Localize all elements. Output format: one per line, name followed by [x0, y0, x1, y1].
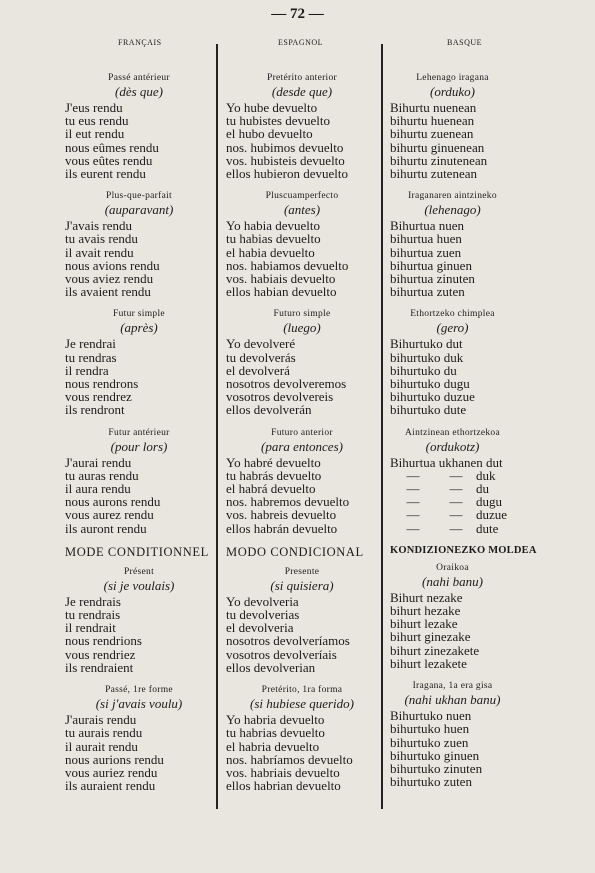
fr-passe-anterieur [65, 72, 213, 180]
conjugation-line: tu auras rendu [65, 467, 139, 483]
conjugation-line: il aurait rendu [65, 738, 138, 754]
conjugation-line: bihurtua ginuen [390, 257, 472, 273]
eu-ethortzeko-chimplea [390, 308, 515, 416]
fr-futur-simple [65, 308, 213, 416]
conjugation-line: bihurtu huenean [390, 113, 475, 129]
eu-oraikoa [390, 562, 515, 670]
section-subtitle: (si j'avais voulu) [95, 696, 183, 712]
es-condicional-preterito [226, 684, 378, 792]
section-title: Iragana, 1a era gisa [412, 681, 493, 692]
conjugation-line: vos. habiais devuelto [226, 271, 336, 287]
conjugation-line: bihurtua zinuten [390, 271, 475, 287]
mode-heading: MODE CONDITIONNEL [65, 544, 209, 559]
section-subtitle: (antes) [283, 202, 321, 218]
section-subtitle: (nahi ukhan banu) [404, 692, 501, 708]
conjugation-line: tu devolverias [226, 607, 300, 623]
conjugation-line: Bihurt nezake [390, 589, 463, 605]
page-number: — 72 — [271, 6, 324, 22]
column-rule-2 [381, 44, 383, 809]
ditto-dash: — [406, 507, 420, 523]
conjugation-line: Yo devolveria [226, 593, 299, 609]
section-subtitle: (auparavant) [104, 202, 174, 218]
conjugation-line: Bihurtuko dut [390, 336, 463, 352]
conjugation-line: tu devolverás [226, 349, 296, 365]
ditto-dash: — [406, 481, 420, 497]
fr-plus-que-parfait [65, 190, 213, 298]
ditto-dash: — [449, 481, 463, 497]
ditto-dash: — [449, 507, 463, 523]
conjugation-line: nos. hubimos devuelto [226, 139, 344, 155]
conjugation-line: bihurtuko duk [390, 349, 464, 365]
eu-lehenago-iragana [390, 72, 515, 180]
conjugation-line: nosotros devolveremos [226, 376, 347, 392]
section-title: Présent [123, 566, 155, 577]
section-title: Oraikoa [436, 562, 469, 573]
ditto-row [390, 522, 515, 535]
conjugation-line: bihurt lezakete [390, 655, 467, 671]
conjugation-line: ellos habrán devuelto [226, 520, 338, 536]
conjugation-line: tu rendras [65, 349, 117, 365]
ditto-dash: — [406, 494, 420, 510]
section-subtitle: (luego) [283, 320, 321, 336]
conjugation-line: tu habias devuelto [226, 231, 321, 247]
verb-ending: du [476, 481, 489, 497]
section-title: Iraganaren aintzineko [408, 191, 497, 202]
conjugation-line: tu hubistes devuelto [226, 113, 330, 129]
section-title: Lehenago iragana [416, 73, 489, 83]
conjugation-line: vosotros devolveríais [226, 646, 337, 662]
conjugation-line: Yo hube devuelto [226, 100, 318, 115]
conjugation-line: bihurtua zuten [390, 284, 465, 300]
conjugation-line: Bihurtua nuen [390, 218, 465, 234]
conjugation-line: bihurtu ginuenean [390, 139, 485, 155]
conjugation-line: bihurtu zinutenean [390, 152, 488, 168]
ditto-dash: — [406, 467, 420, 483]
conjugation-line: vous eûtes rendu [65, 152, 153, 168]
conjugation-line: ils rendraient [65, 659, 134, 675]
conjugation-line: J'aurai rendu [65, 454, 132, 470]
conjugation-line: bihurtuko du [390, 362, 457, 378]
fr-conditionnel-present [65, 566, 213, 674]
conjugation-line: ellos devolverán [226, 402, 312, 418]
es-futuro-simple [226, 308, 378, 416]
section-subtitle: (si hubiese querido) [250, 696, 354, 712]
conjugation-line: Yo habia devuelto [226, 218, 321, 234]
conjugation-line: nous rendrons [65, 376, 139, 392]
fr-futur-anterieur [65, 427, 213, 535]
conjugation-line: Je rendrai [65, 336, 116, 352]
conjugation-line: vos. habreis devuelto [226, 507, 337, 523]
conjugation-line: Yo habria devuelto [226, 712, 325, 728]
conjugation-line: nous avions rendu [65, 257, 160, 273]
section-title: Plus-que-parfait [105, 191, 172, 202]
eu-aintzinean-ethortzekoa [390, 427, 515, 535]
ditto-dash: — [449, 520, 463, 536]
conjugation-line: il eut rendu [65, 126, 125, 142]
conjugation-line: nos. habríamos devuelto [226, 751, 353, 767]
section-subtitle: (ordukotz) [425, 438, 480, 454]
section-title: Passé, 1re forme [105, 685, 173, 696]
verb-ending: duk [476, 467, 496, 483]
section-title: Aintzinean ethortzekoa [405, 427, 500, 438]
conjugation-line: bihurtuko duzue [390, 389, 475, 405]
basque-column [390, 72, 537, 798]
conjugation-line: vosotros devolvereis [226, 389, 334, 405]
conjugation-line: bihurt ginezake [390, 629, 471, 645]
conjugation-line: bihurtuko ginuen [390, 747, 480, 763]
conjugation-line: el habia devuelto [226, 244, 315, 260]
conjugation-line: il avait rendu [65, 244, 134, 260]
section-subtitle: (nahi banu) [421, 573, 484, 589]
ditto-dash: — [449, 494, 463, 510]
conjugation-line: nosotros devolveríamos [226, 633, 350, 649]
fr-conditionnel-passe [65, 684, 213, 792]
conjugation-line: vos. habriais devuelto [226, 764, 340, 780]
section-subtitle: (desde que) [271, 84, 333, 99]
conjugation-line: el habrá devuelto [226, 481, 316, 497]
conjugation-line: bihurtuko zinuten [390, 760, 483, 776]
header-basque: BASQUE [447, 38, 483, 47]
conjugation-line: tu aurais rendu [65, 725, 143, 741]
conjugation-line: bihurtua zuen [390, 244, 462, 260]
conjugation-line: bihurtu zuenean [390, 126, 474, 142]
conjugation-line: bihurt lezake [390, 616, 458, 632]
conjugation-line: ellos devolverian [226, 659, 316, 675]
es-preterito-anterior [226, 72, 378, 180]
ditto-row [390, 508, 515, 521]
spanish-column [226, 72, 378, 802]
conjugation-line: Yo habré devuelto [226, 454, 321, 470]
conjugation-line: vous aviez rendu [65, 271, 154, 287]
conjugation-line: nous eûmes rendu [65, 139, 159, 155]
section-title: Futuro anterior [271, 427, 333, 438]
conjugation-line: ils rendront [65, 402, 125, 418]
conjugation-line: il aura rendu [65, 481, 131, 497]
conjugation-line: Je rendrais [65, 593, 121, 609]
conjugation-line: il rendra [65, 362, 109, 378]
conjugation-line: bihurtuko dute [390, 402, 467, 418]
conjugation-line: vous auriez rendu [65, 764, 158, 780]
conjugation-line: ellos habrian devuelto [226, 778, 341, 794]
mode-heading: KONDIZIONEZKO MOLDEA [390, 544, 537, 556]
header-french: FRANÇAIS [118, 38, 162, 47]
conjugation-line: nos. habiamos devuelto [226, 257, 349, 273]
conjugation-line: ils eurent rendu [65, 166, 146, 182]
conjugation-line: el habria devuelto [226, 738, 320, 754]
ditto-dash: — [449, 467, 463, 483]
conjugation-line: Bihurtuko nuen [390, 708, 472, 724]
conjugation-line: bihurtua huen [390, 231, 462, 247]
conjugation-line: tu rendrais [65, 607, 121, 623]
es-condicional-presente [226, 566, 378, 674]
french-column [65, 72, 213, 802]
section-subtitle: (orduko) [429, 84, 475, 99]
ditto-dash: — [406, 520, 420, 536]
verb-ending: dugu [476, 494, 502, 510]
conjugation-line: ellos habian devuelto [226, 284, 337, 300]
column-rule-1 [216, 44, 218, 809]
header-spanish: ESPAGNOL [278, 38, 324, 47]
section-subtitle: (lehenago) [424, 202, 481, 218]
section-subtitle: (dès que) [114, 84, 163, 99]
conjugation-line: tu habrás devuelto [226, 467, 322, 483]
conjugation-line: el devolveria [226, 620, 294, 636]
mode-heading: MODO CONDICIONAL [226, 544, 364, 559]
conjugation-line: ellos hubieron devuelto [226, 166, 349, 182]
eu-iragana-1-era [390, 680, 515, 788]
conjugation-line: il rendrait [65, 620, 116, 636]
conjugation-line: tu avais rendu [65, 231, 138, 247]
conjugation-line: J'eus rendu [65, 100, 123, 115]
conjugation-line: Bihurtua ukhanen dut [390, 454, 503, 470]
conjugation-line: bihurtuko dugu [390, 376, 470, 392]
section-subtitle: (si quisiera) [270, 577, 334, 593]
conjugation-line: nous rendrions [65, 633, 142, 649]
conjugation-line: nous aurions rendu [65, 751, 164, 767]
section-title: Passé antérieur [108, 73, 170, 83]
conjugation-line: vos. hubisteis devuelto [226, 152, 345, 168]
section-title: Ethortzeko chimplea [410, 309, 495, 320]
verb-ending: dute [476, 520, 499, 536]
conjugation-line: Yo devolveré [226, 336, 296, 352]
section-subtitle: (gero) [436, 320, 469, 336]
section-title: Futur antérieur [108, 427, 170, 438]
conjugation-line: Bihurtu nuenean [390, 100, 477, 115]
section-title: Futur simple [113, 309, 165, 320]
conjugation-line: el hubo devuelto [226, 126, 313, 142]
conjugation-line: bihurt zinezakete [390, 642, 480, 658]
conjugation-line: bihurt hezake [390, 603, 461, 619]
section-title: Pretérito anterior [266, 73, 338, 83]
conjugation-line: J'avais rendu [65, 218, 132, 234]
section-title: Pretérito, 1ra forma [261, 685, 343, 696]
conjugation-line: bihurtuko zuen [390, 734, 469, 750]
section-title: Futuro simple [273, 309, 331, 320]
conjugation-line: tu habrias devuelto [226, 725, 325, 741]
conjugation-line: tu eus rendu [65, 113, 129, 129]
conjugation-line: vous rendriez [65, 646, 136, 662]
es-pluscuamperfecto [226, 190, 378, 298]
conjugation-line: bihurtuko huen [390, 721, 470, 737]
section-subtitle: (si je voulais) [103, 577, 175, 593]
section-subtitle: (après) [120, 320, 158, 336]
conjugation-line: bihurtu zutenean [390, 166, 477, 182]
section-subtitle: (pour lors) [110, 438, 168, 454]
conjugation-line: bihurtuko zuten [390, 774, 472, 790]
conjugation-line: nous aurons rendu [65, 494, 161, 510]
conjugation-line: el devolverá [226, 362, 290, 378]
section-title: Pluscuamperfecto [265, 191, 339, 202]
verb-ending: duzue [476, 507, 508, 523]
es-futuro-anterior [226, 427, 378, 535]
conjugation-line: ils avaient rendu [65, 284, 151, 300]
section-title: Presente [284, 566, 320, 577]
eu-iraganaren-aintzineko [390, 190, 515, 298]
conjugation-line: ils auraient rendu [65, 778, 156, 794]
conjugation-line: nos. habremos devuelto [226, 494, 350, 510]
conjugation-line: vous rendrez [65, 389, 132, 405]
section-subtitle: (para entonces) [261, 438, 343, 454]
conjugation-line: vous aurez rendu [65, 507, 154, 523]
conjugation-line: J'aurais rendu [65, 712, 137, 728]
conjugation-line: ils auront rendu [65, 520, 147, 536]
